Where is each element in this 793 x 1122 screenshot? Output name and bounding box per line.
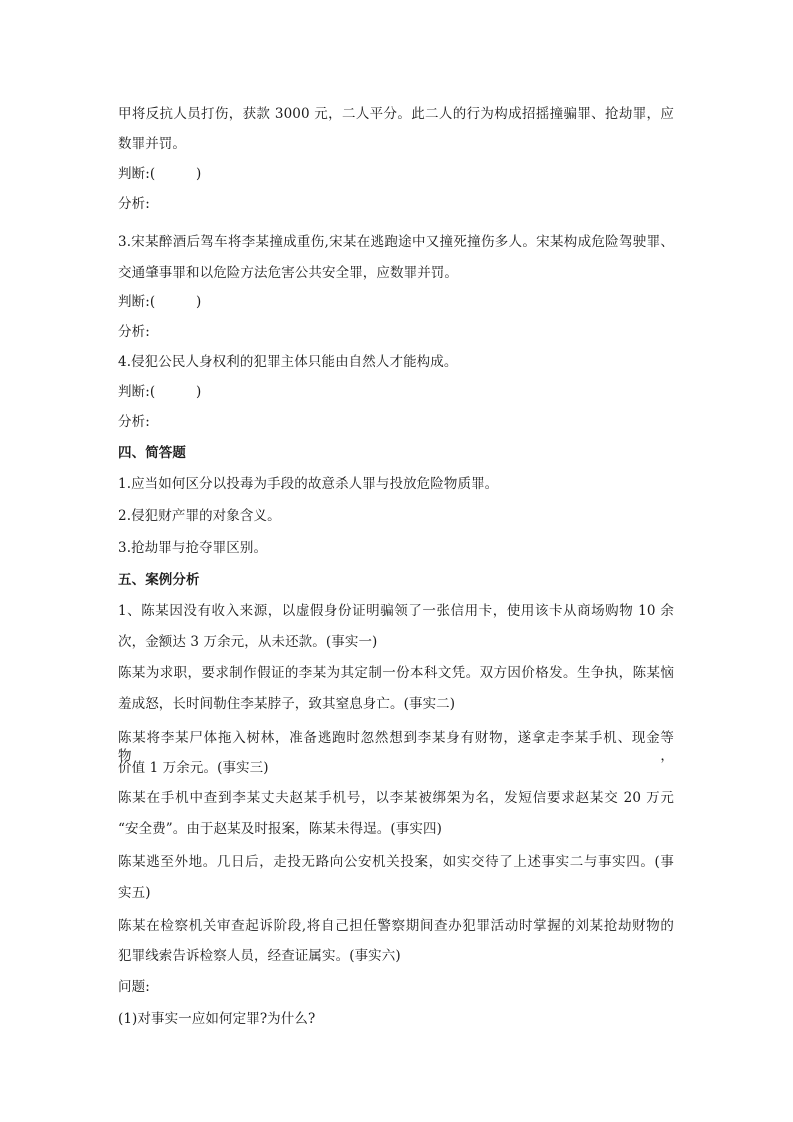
- text-line: 1、陈某因没有收入来源，以虚假身份证明骗领了一张信用卡，使用该卡从商场购物 10 余: [118, 603, 674, 619]
- text-line: 陈某将李某尸体拖入树林，准备逃跑时忽然想到李某身有财物，遂拿走李某手机、现金等物，: [118, 730, 674, 764]
- judgement-line: 判断:( ): [118, 384, 202, 400]
- text-line: “安全费”。由于赵某及时报案，陈某未得逞。(事实四): [118, 821, 442, 837]
- text-line: 陈某在检察机关审查起诉阶段,将自己担任警察期间查办犯罪活动时掌握的刘某抢劫财物的: [118, 918, 674, 934]
- text-line: 价值 1 万余元。(事实三): [118, 760, 269, 776]
- text-line: 陈某在手机中查到李某丈夫赵某手机号，以李某被绑架为名，发短信要求赵某交 20 万元: [118, 790, 674, 806]
- text-line: 1.应当如何区分以投毒为手段的故意杀人罪与投放危险物质罪。: [118, 476, 499, 492]
- analysis-line: 分析:: [118, 196, 150, 212]
- analysis-line: 分析:: [118, 414, 150, 430]
- text-line: 4.侵犯公民人身权利的犯罪主体只能由自然人才能构成。: [118, 354, 458, 370]
- text-line: 陈某逃至外地。几日后，走投无路向公安机关投案，如实交待了上述事实二与事实四。(事: [118, 854, 674, 870]
- text-line: 2.侵犯财产罪的对象含义。: [118, 508, 281, 524]
- text-line: 羞成怒，长时间勒住李某脖子，致其窒息身亡。(事实二): [118, 696, 456, 712]
- text-line: 交通肇事罪和以危险方法危害公共安全罪，应数罪并罚。: [118, 265, 458, 281]
- section-heading: 五、案例分析: [118, 572, 200, 588]
- text-line: 3.宋某醉酒后驾车将李某撞成重伤,宋某在逃跑途中又撞死撞伤多人。宋某构成危险驾驶罪、: [118, 234, 674, 250]
- text-line: 犯罪线索告诉检察人员，经查证属实。(事实六): [118, 948, 401, 964]
- text-line: 次，金额达 3 万余元，从未还款。(事实一): [118, 634, 378, 650]
- analysis-line: 分析:: [118, 324, 150, 340]
- judgement-line: 判断:( ): [118, 294, 202, 310]
- text-line: 3.抢劫罪与抢夺罪区别。: [118, 540, 268, 556]
- text-line: 陈某为求职，要求制作假证的李某为其定制一份本科文凭。双方因价格发。生争执，陈某恼: [118, 665, 674, 681]
- text-line: 问题:: [118, 979, 150, 995]
- section-heading: 四、简答题: [118, 445, 186, 461]
- text-line: 甲将反抗人员打伤，获款 3000 元，二人平分。此二人的行为构成招摇撞骗罪、抢劫罪，应: [118, 106, 674, 122]
- text-line: 实五): [118, 885, 151, 901]
- text-line: 数罪并罚。: [118, 136, 186, 152]
- question-line: (1)对事实一应如何定罪?为什么?: [118, 1011, 316, 1027]
- judgement-line: 判断:( ): [118, 166, 202, 182]
